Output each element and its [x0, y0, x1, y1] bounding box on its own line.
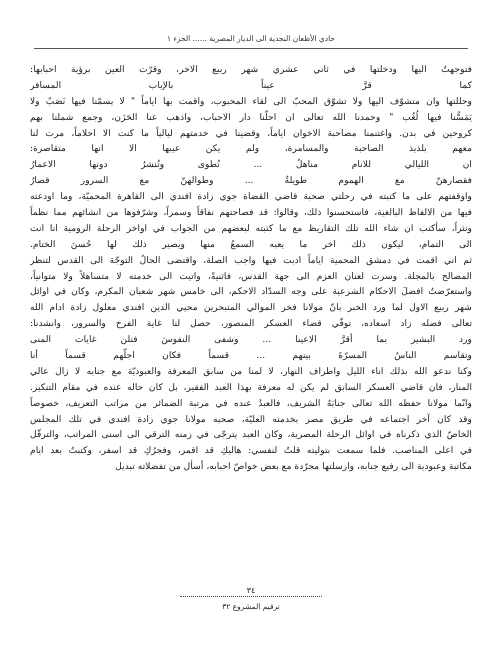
- body-line: المصالح بالمجلة. وسرت لعنان العزم الى جهة القدس، فاثنيةً، واتيت الى خدمته لا متساهلاً ولا متوانياً،: [30, 270, 472, 282]
- body-line: مكاتبة وعبودية الى رفيع جنابه، وارسلتها مجرّدة مع بعض خواصّ احبابه، أسأل من تفضلاته تبديل: [115, 461, 472, 473]
- body-line: كروحين في بدن. واغتنمنا مصاحبة الاخوان اياماً، وقضينا في خدمتهم ليالياً ما كنت الا احلاماً، مرت لنا: [30, 127, 472, 139]
- body-line: وانّما مولانا حفظه الله تعالى جنابَهُ الشريف، فالعبدُ عنده في مرتبة الضمائر من مراتب التعريف، خصوصاً: [30, 397, 472, 409]
- body-line: فقصارهنّ مع الهموم طويلةٌ ... وطوالهنّ مع السرور قصارُ: [30, 175, 472, 187]
- body-line: المنار، فان قاضي العسكر السابق لم يكن له معرفة بهذا العبد الفقير، بل كان حاله عنده في مقام التنكير.: [30, 381, 472, 393]
- footer-divider: [180, 596, 322, 597]
- body-line: واستعرّضتُ افضلَ الاحكام الشرعية على وجه السدّاد الاحكم، الى خامس شهر شعبان المكرم، وكان في اوائل: [30, 286, 472, 298]
- running-header: حادي الأظعان النجدية الى الديار المصرية ...... الجزء ١: [34, 32, 468, 49]
- body-line: ان الليالي للانام مناهلُ ... تُطوى وتُنشرُ دونها الاعمارُ: [30, 159, 472, 171]
- body-line: تعالى فضله زاد اسعاده، توفّي قضاء العسكر المنصور، حصل لنا غاية الفرح والسرور، وانشدنا:: [30, 318, 472, 330]
- body-line: فيها من الالفاظ البالغية، فاستحسنوا ذلك، وقالوا: قد فصاحتهم نفاقاً وسمراً، وشرّفوها من انشائهم مما نظماً: [30, 207, 472, 219]
- page-number: ٣٤: [246, 586, 256, 595]
- body-line: وقد كان آخر اجتماعه في طريق مصر بخدمته العليّة، صحبه مولانا جوي زادة افندي في تلك المجلس: [30, 413, 472, 425]
- body-line: ونثراً، سأكتب ان شاء الله تلك التقاريظ مع ما كتبته لبعضهم من الجواب في اواخر الرحلة الرومية انا انت: [30, 222, 472, 234]
- body-line: كما قرَّ عيناً بالإياب المسافر: [30, 79, 472, 91]
- body-line: شهر ربيع الاول لما ورد الخبر بانّ مولانا فخر الموالي المتبحرين محيي الدين افندي معلول زادة ادام الله: [30, 302, 472, 314]
- body-line: معهم بلذيذ الصاحبة والمسامرة، ولم يكن عيبها الا انها متقاصرة:: [30, 143, 472, 155]
- body-line: واوقفتهم على ما كتبته في رحلتي صحبة قاضي القضاة جوي زادة افندي الى القاهرة المحميّة، وما اودعته: [30, 191, 472, 203]
- body-line: الى التمام، ليكون ذلك اخر ما يعبه السمعُ منها ويصير ذلك لها حُسنَ الختام.: [30, 238, 472, 250]
- body-line: ورد البشير بما أقرَّ الاعينا ... وشفى النفوسَ فنلن غايات المنى: [30, 334, 472, 346]
- body-line: الخاصّ الذي ذكرناه في اوائل الرحلة المصرية، وكان العبد يترجّى في زمنه الترقي الى اسنى المراتب، والترقّل: [30, 429, 472, 441]
- body-line: وتقاسم الناسُ المسرّةَ بينهم ... قسماً فكان اجلّهم قسماً أنا: [30, 350, 472, 362]
- body-line: يَمَسُّنا فيها لُغُب " وحمدنا الله تعالى ان احلَّنا دار الاحباب، واذهب عنا الحَزَن، وجمع شملنا بهم: [30, 111, 472, 123]
- body-line: ثم اني اقمت في دمشق المحمية اياماً ادبت فيها واجب الصلة، واقتضى الحالُ التوجّهَ الى القدس لتنظر: [30, 254, 472, 266]
- body-text: [30, 62, 472, 572]
- body-line: وحللتها وان متشوّف اليها ولا تشوّق المحبّ الى لقاء المحبوب، واقمت بها اياماً " لا يسمّنا فيها نَصَبٌ ولا: [30, 95, 472, 107]
- footer-print-code: ترقيم المشروع ٣٢: [222, 602, 280, 611]
- body-line: وكنا ندعو الله بذلك اناء الليل واطراف النهار، لا لمنا من سابق المعرفة والعبوديّة مع جنابه لا زال عالي: [30, 365, 472, 377]
- body-line: في اعلى المناصب. فلما سمعت بتوليته قلتُ لنفسي: هاليكِ قد اقمر، وفجرُكِ قد اسفر، وكتبتُ بعد ايام: [30, 445, 472, 457]
- body-line: فتوجهتُ اليها ودخلتها في ثاني عشري شهر ربيع الاخر، وقرّت العين برؤية احبابها:: [30, 64, 472, 75]
